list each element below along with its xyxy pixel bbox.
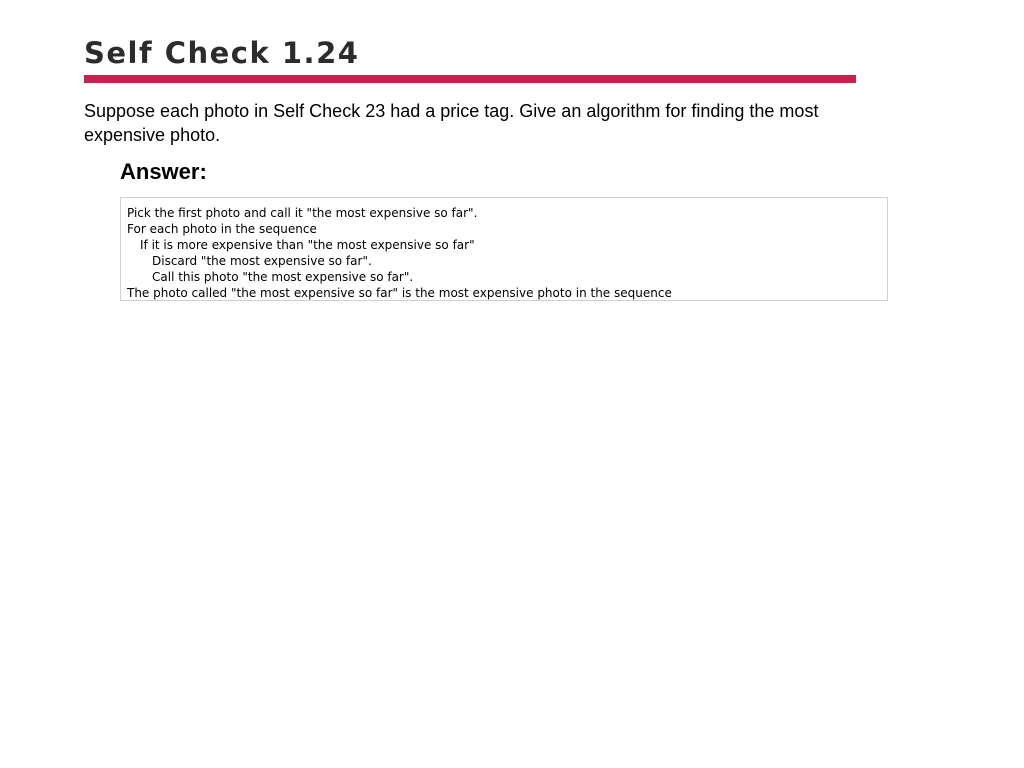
answer-box	[120, 197, 888, 301]
title-underline	[84, 75, 856, 83]
answer-line: For each photo in the sequence	[127, 222, 317, 236]
slide-title: Self Check 1.24	[84, 36, 360, 70]
answer-line: Pick the first photo and call it "the most expensive so far".	[127, 206, 478, 220]
answer-heading: Answer:	[120, 159, 207, 184]
answer-line: Discard "the most expensive so far".	[152, 254, 372, 268]
question-text: Suppose each photo in Self Check 23 had a price tag. Give an algorithm for finding the most expensive photo.	[84, 101, 819, 145]
answer-line: The photo called "the most expensive so far" is the most expensive photo in the sequence	[127, 286, 672, 300]
answer-line: Call this photo "the most expensive so far".	[152, 270, 414, 284]
answer-line: If it is more expensive than "the most expensive so far"	[140, 238, 475, 252]
